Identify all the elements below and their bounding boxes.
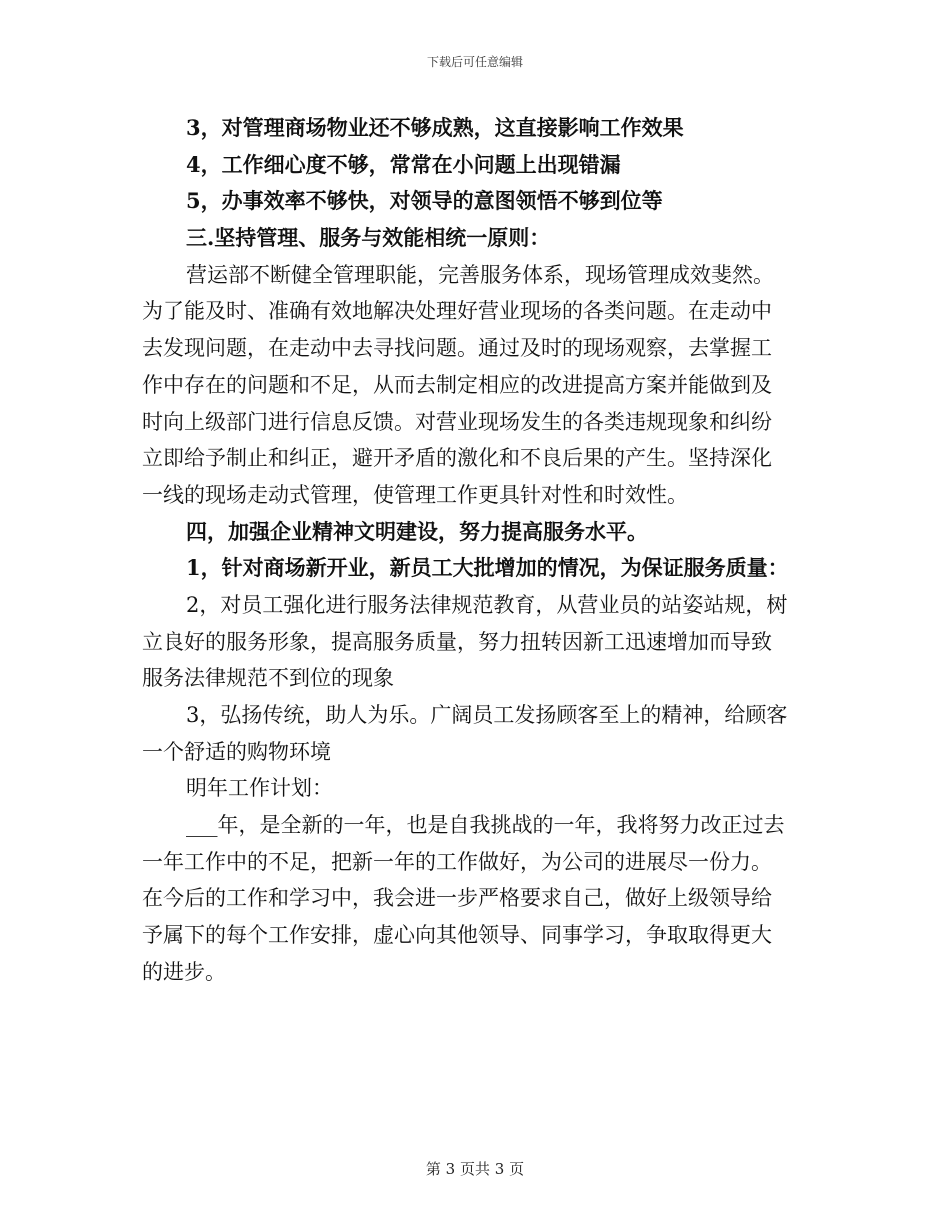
body-line: 3，对管理商场物业还不够成熟，这直接影响工作效果 [186,115,684,140]
body-line: 一线的现场走动式管理，使管理工作更具针对性和时效性。 [142,482,688,507]
body-line: 立良好的服务形象，提高服务质量，努力扭转因新工迅速增加而导致 [142,629,772,654]
body-line: 时向上级部门进行信息反馈。对营业现场发生的各类违规现象和纠纷 [142,409,772,434]
body-line: 在今后的工作和学习中，我会进一步严格要求自己，做好上级领导给 [142,886,772,911]
body-line: ___年，是全新的一年，也是自我挑战的一年，我将努力改正过去 [186,813,785,838]
section-heading: 明年工作计划： [186,776,333,801]
body-line: 立即给予制止和纠正，避开矛盾的激化和不良后果的产生。坚持深化 [142,446,772,471]
section-heading: 三.坚持管理、服务与效能相统一原则： [186,225,551,251]
body-line: 作中存在的问题和不足，从而去制定相应的改进提高方案并能做到及 [142,372,772,397]
body-line: 4，工作细心度不够，常常在小问题上出现错漏 [186,151,621,177]
body-line: 予属下的每个工作安排，虚心向其他领导、同事学习，争取取得更大 [142,923,772,948]
body-line: 1，针对商场新开业，新员工大批增加的情况，为保证服务质量： [186,555,789,581]
body-line: 去发现问题，在走动中去寻找问题。通过及时的现场观察，去掌握工 [142,336,772,361]
page-header: 下载后可任意编辑 [426,55,523,69]
page-number: 第 3 页共 3 页 [425,1160,525,1178]
document-body [142,110,808,991]
body-line: 2，对员工强化进行服务法律规范教育，从营业员的站姿站规，树 [186,592,788,617]
body-line: 的进步。 [142,959,226,984]
body-line: 服务法律规范不到位的现象 [142,666,394,691]
body-line: 为了能及时、准确有效地解决处理好营业现场的各类问题。在走动中 [142,299,772,324]
section-heading: 四，加强企业精神文明建设，努力提高服务水平。 [186,518,648,544]
body-line: 5，办事效率不够快，对领导的意图领悟不够到位等 [186,188,663,214]
body-line: 一年工作中的不足，把新一年的工作做好，为公司的进展尽一份力。 [142,849,772,874]
body-line: 营运部不断健全管理职能，完善服务体系，现场管理成效斐然。 [186,262,774,287]
body-line: 3，弘扬传统，助人为乐。广阔员工发扬顾客至上的精神，给顾客 [186,703,788,727]
body-line: 一个舒适的购物环境 [142,739,331,764]
